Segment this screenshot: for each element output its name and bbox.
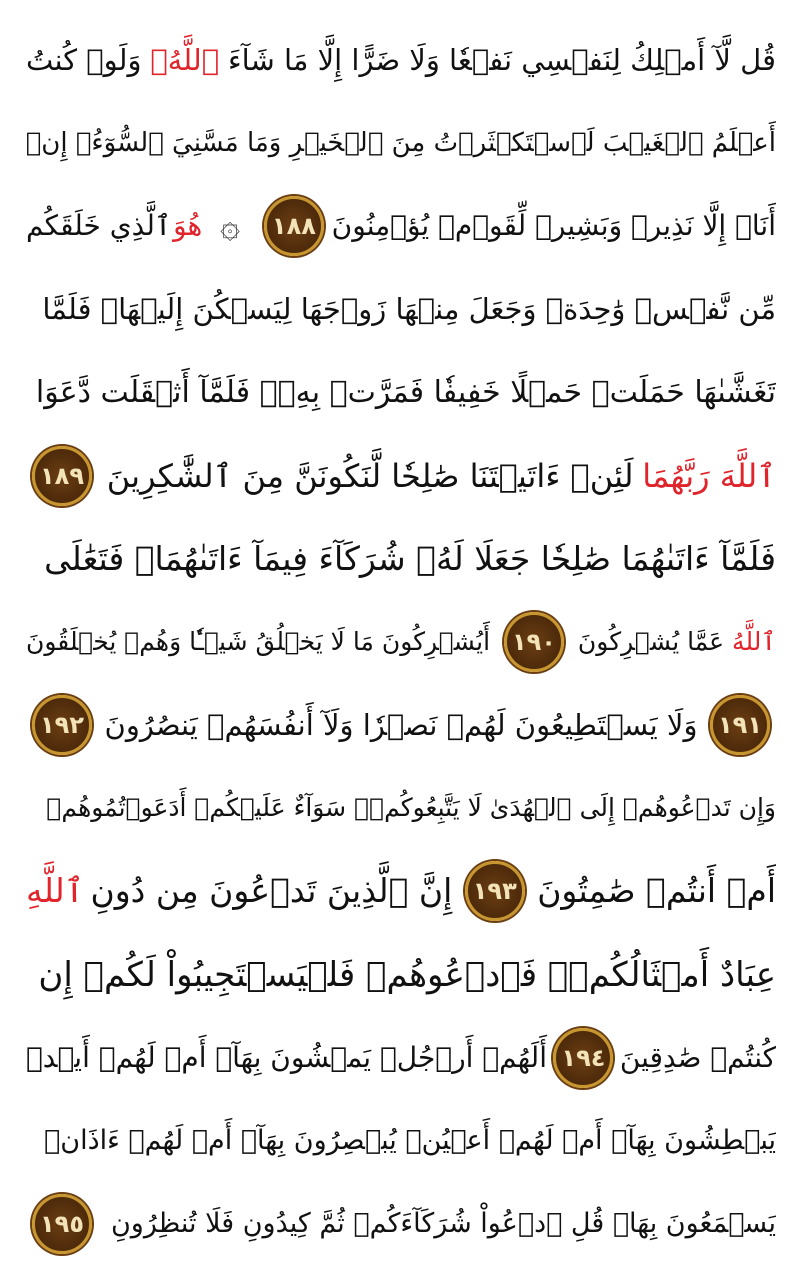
verse-line-4 <box>26 273 776 345</box>
verse-line-13 <box>26 1022 776 1094</box>
ayah-marker-icon: ١٩٠ <box>504 612 564 672</box>
ayah-marker-icon: ١٨٨ <box>264 196 324 256</box>
verse-line-10 <box>26 772 776 844</box>
verse-text: لَئِنۡ ءَاتَيۡتَنَا صَٰلِحٗا لَّنَكُونَنَّ مِنَ ٱلشَّٰكِرِينَ <box>106 456 634 495</box>
verse-text: مِّن نَّفۡسٖ وَٰحِدَةٖ وَجَعَلَ مِنۡهَا زَوۡجَهَا لِيَسۡكُنَ إِلَيۡهَاۖ فَلَمَّا <box>42 292 776 327</box>
divine-name-text: هُوَ <box>173 209 203 243</box>
verse-text: ٱلَّذِي خَلَقَكُم <box>26 209 172 243</box>
verse-text: وَإِن تَدۡعُوهُمۡ إِلَى ٱلۡهُدَىٰ لَا يَتَّبِعُوكُمۡۚ سَوَآءٌ عَلَيۡكُمۡ أَدَعَوۡتُمُوهُمۡ <box>46 793 776 823</box>
verse-text: كُنتُمۡ صَٰدِقِينَ <box>619 1040 776 1074</box>
divine-name-text: ٱللَّهُ <box>732 626 776 656</box>
verse-line-14 <box>26 1105 776 1177</box>
verse-line-11 <box>26 855 776 927</box>
divine-name-text: ٱللَّهَ رَبَّهُمَا <box>642 456 776 495</box>
verse-line-9 <box>26 689 776 761</box>
divine-name-text: ٱللَّهِ <box>26 871 85 911</box>
ayah-marker-icon: ١٩٤ <box>553 1028 613 1088</box>
verse-text: تَغَشَّىٰهَا حَمَلَتۡ حَمۡلًا خَفِيفٗا فَمَرَّتۡ بِهِۦۖ فَلَمَّآ أَثۡقَلَت دَّعَوَا <box>35 374 776 410</box>
verse-text: وَلَوۡ كُنتُ <box>26 43 142 77</box>
verse-line-3 <box>26 190 776 262</box>
verse-text: عَمَّا يُشۡرِكُونَ <box>577 626 725 656</box>
ayah-marker-icon: ١٩٢ <box>32 695 92 755</box>
verse-text: فَلَمَّآ ءَاتَىٰهُمَا صَٰلِحٗا جَعَلَا لَهُۥ شُرَكَآءَ فِيمَآ ءَاتَىٰهُمَاۚ فَتَعَٰلَى <box>44 538 776 578</box>
verse-line-12 <box>26 939 776 1011</box>
rub-el-hizb-icon: ۞ <box>220 206 241 247</box>
verse-line-7 <box>26 523 776 595</box>
verse-text: إِنَّ ٱلَّذِينَ تَدۡعُونَ مِن دُونِ <box>90 871 453 911</box>
verse-text: عِبَادٌ أَمۡثَالُكُمۡۖ فَٱدۡعُوهُمۡ فَلۡيَسۡتَجِيبُواْ لَكُمۡ إِن <box>38 954 776 995</box>
verse-line-5 <box>26 357 776 429</box>
ayah-marker-icon: ١٩٣ <box>465 861 525 921</box>
verse-text: أَيُشۡرِكُونَ مَا لَا يَخۡلُقُ شَيۡـٔٗا وَهُمۡ يُخۡلَقُونَ <box>26 626 491 656</box>
ayah-marker-icon: ١٨٩ <box>32 446 92 506</box>
verse-text: أَعۡلَمُ ٱلۡغَيۡبَ لَٱسۡتَكۡثَرۡتُ مِنَ ٱلۡخَيۡرِ وَمَا مَسَّنِيَ ٱلسُّوٓءُۚ إِنۡ <box>26 128 776 159</box>
verse-text: قُل لَّآ أَمۡلِكُ لِنَفۡسِي نَفۡعٗا وَلَا ضَرًّا إِلَّا مَا شَآءَ <box>228 43 776 77</box>
verse-line-2 <box>26 107 776 179</box>
verse-line-15 <box>26 1188 776 1260</box>
verse-text: وَلَا يَسۡتَطِيعُونَ لَهُمۡ نَصۡرٗا وَلَآ أَنفُسَهُمۡ يَنصُرُونَ <box>104 708 698 743</box>
verse-line-6 <box>26 440 776 512</box>
verse-text: أَلَهُمۡ أَرۡجُلٞ يَمۡشُونَ بِهَآۖ أَمۡ لَهُمۡ أَيۡدٖ <box>26 1040 547 1074</box>
verse-text: أَمۡ أَنتُمۡ صَٰمِتُونَ <box>537 871 776 911</box>
verse-text: أَنَا۠ إِلَّا نَذِيرٞ وَبَشِيرٞ لِّقَوۡمٖ يُؤۡمِنُونَ <box>331 209 776 243</box>
ayah-marker-icon: ١٩١ <box>710 695 770 755</box>
verse-line-8 <box>26 606 776 678</box>
verse-text: يَبۡطِشُونَ بِهَآۖ أَمۡ لَهُمۡ أَعۡيُنٞ يُبۡصِرُونَ بِهَآۖ أَمۡ لَهُمۡ ءَاذَانٞ <box>44 1124 776 1156</box>
divine-name-text: ٱللَّهُۚ <box>150 43 220 77</box>
verse-text: يَسۡمَعُونَ بِهَاۗ قُلِ ٱدۡعُواْ شُرَكَآءَكُمۡ ثُمَّ كِيدُونِ فَلَا تُنظِرُونِ <box>110 1207 776 1239</box>
verse-line-1 <box>26 24 776 96</box>
ayah-marker-icon: ١٩٥ <box>32 1194 92 1254</box>
